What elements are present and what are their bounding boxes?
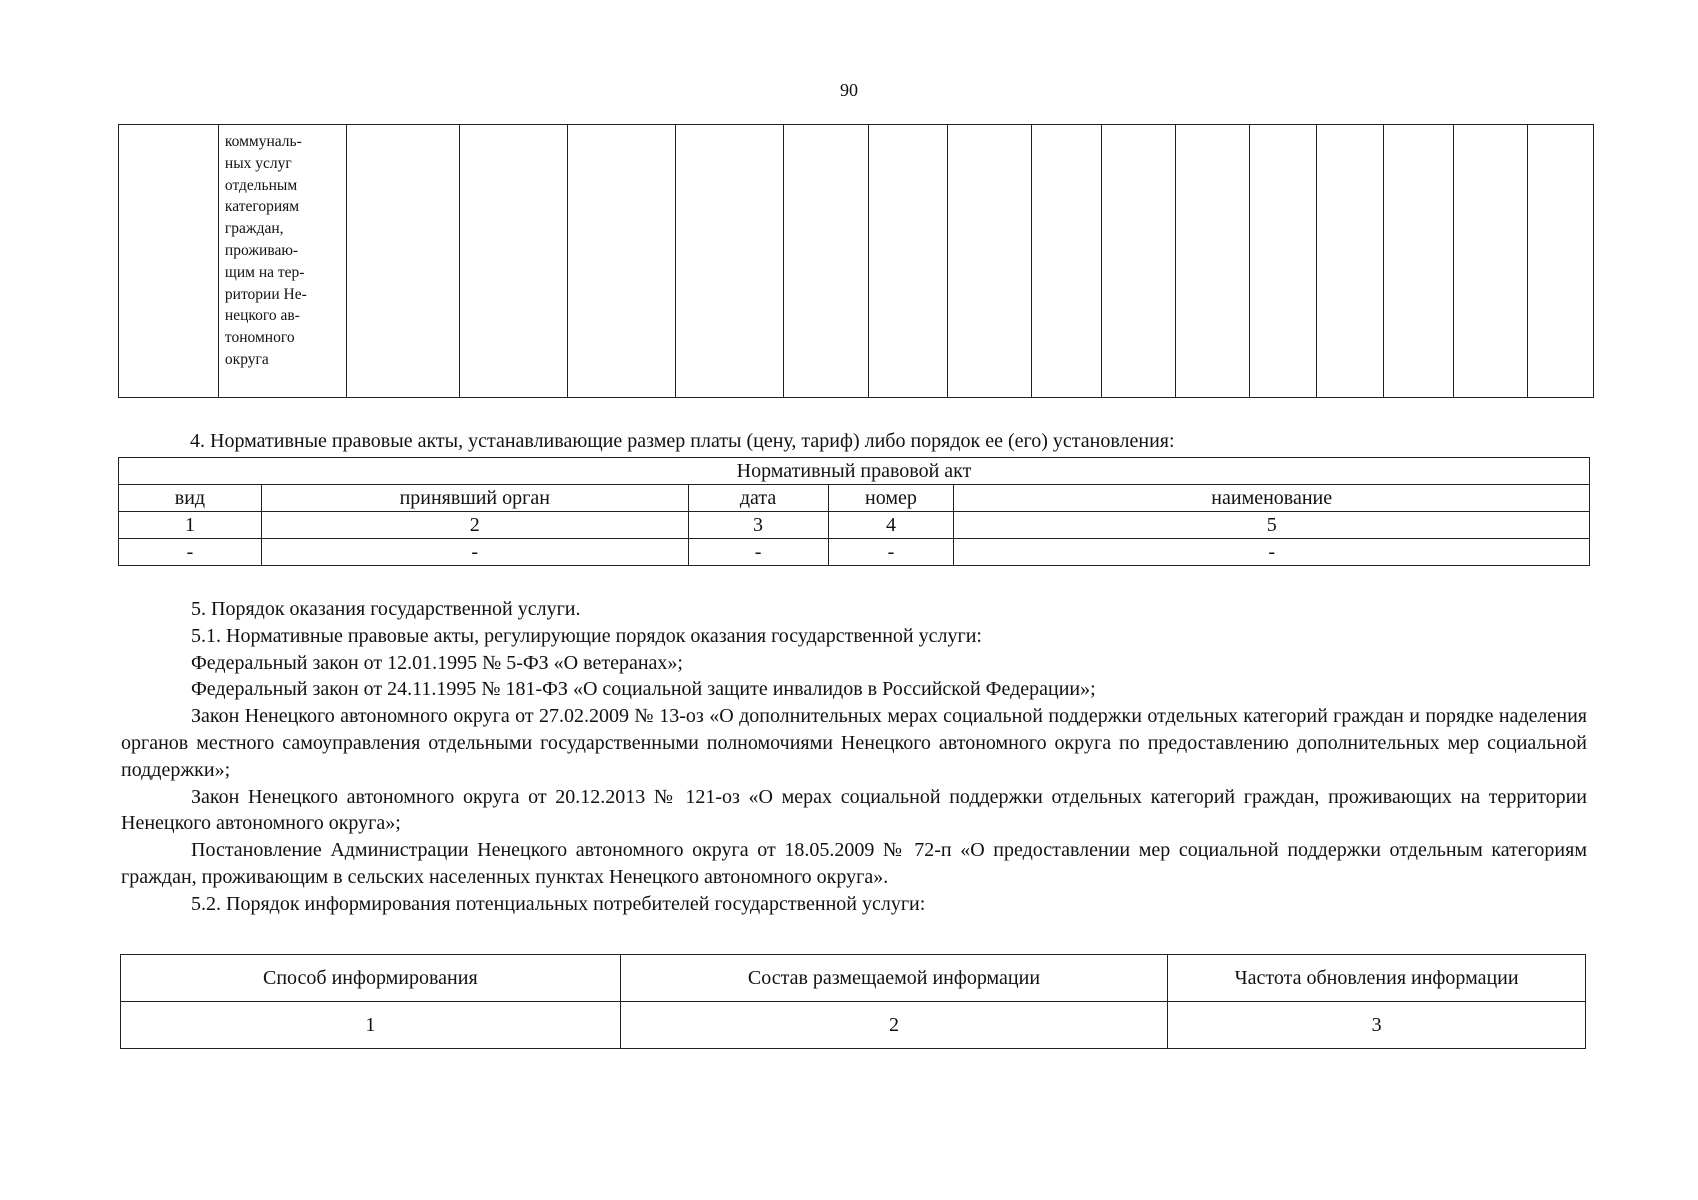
law-paragraph: Закон Ненецкого автономного округа от 20.12.2013 № 121-оз «О мерах социальной поддержки отдельных категорий граждан, проживающих на территории Ненецкого автономного округа»; <box>121 785 1587 835</box>
table-cell <box>459 125 567 398</box>
section-5-heading: 5. Порядок оказания государственной услуги. <box>191 598 581 620</box>
continuation-table <box>118 124 1594 398</box>
table-cell <box>1250 125 1317 398</box>
column-header-title: наименование <box>954 485 1590 512</box>
law-paragraph: Закон Ненецкого автономного округа от 27.02.2009 № 13-оз «О дополнительных мерах социальной поддержки отдельных категорий граждан и порядке наделения органов местного самоуправления отдельными государственными полномочиями Ненецкого автономного округа по предоставлению дополнительных мер социальной поддержки»; <box>121 705 1587 781</box>
table-cell <box>868 125 948 398</box>
table-cell <box>1454 125 1528 398</box>
column-number: 2 <box>620 1002 1168 1049</box>
column-number: 4 <box>828 512 954 539</box>
column-header-issuing-body: принявший орган <box>261 485 688 512</box>
column-number: 3 <box>688 512 828 539</box>
page-number: 90 <box>840 80 858 100</box>
section-5-1-heading: 5.1. Нормативные правовые акты, регулирующие порядок оказания государственной услуги: <box>191 624 982 647</box>
continued-service-name: коммуналь- ных услуг отдельным категориям граждан, проживаю- щим на тер- ритории Не- нецкого ав- тономного округа <box>224 133 307 368</box>
table-row <box>119 539 1590 566</box>
table-cell: - <box>688 539 828 566</box>
law-paragraph: Постановление Администрации Ненецкого автономного округа от 18.05.2009 № 72-п «О предоставлении мер социальной поддержки отдельным категориям граждан, проживающим в сельских населенных пунктах Ненецкого автономного округа». <box>121 839 1587 888</box>
column-number: 1 <box>119 512 262 539</box>
table-cell <box>948 125 1032 398</box>
table-cell <box>346 125 459 398</box>
section-5-2-heading: 5.2. Порядок информирования потенциальных потребителей государственной услуги: <box>191 892 926 915</box>
column-header-frequency: Частота обновления информации <box>1168 955 1586 1002</box>
table-cell <box>567 125 675 398</box>
column-number: 5 <box>954 512 1590 539</box>
table-cell <box>1317 125 1384 398</box>
table-cell <box>218 125 346 398</box>
table-cell: - <box>119 539 262 566</box>
law-paragraph: Федеральный закон от 12.01.1995 № 5-ФЗ «О ветеранах»; <box>191 651 683 674</box>
law-paragraph: Федеральный закон от 24.11.1995 № 181-ФЗ «О социальной защите инвалидов в Российской Федерации»; <box>191 678 1096 701</box>
section-5-text <box>121 596 1587 918</box>
table-cell <box>119 125 219 398</box>
table-cell <box>1032 125 1102 398</box>
table-cell: - <box>954 539 1590 566</box>
column-number: 3 <box>1168 1002 1586 1049</box>
table-group-header: Нормативный правовой акт <box>119 458 1590 485</box>
table-cell <box>783 125 868 398</box>
table-cell: - <box>828 539 954 566</box>
table-cell: - <box>261 539 688 566</box>
column-header-date: дата <box>688 485 828 512</box>
section-4-heading: 4. Нормативные правовые акты, устанавливающие размер платы (цену, тариф) либо порядок ее (его) установления: <box>190 430 1175 452</box>
column-header-content: Состав размещаемой информации <box>620 955 1168 1002</box>
table-cell <box>1384 125 1454 398</box>
table-cell <box>1527 125 1593 398</box>
column-number: 2 <box>261 512 688 539</box>
column-header-method: Способ информирования <box>121 955 621 1002</box>
column-header-number: номер <box>828 485 954 512</box>
legal-acts-table <box>118 457 1590 566</box>
informing-table <box>120 954 1586 1049</box>
table-cell <box>1102 125 1176 398</box>
column-number: 1 <box>121 1002 621 1049</box>
column-header-type: вид <box>119 485 262 512</box>
table-cell <box>675 125 783 398</box>
table-cell <box>1176 125 1250 398</box>
